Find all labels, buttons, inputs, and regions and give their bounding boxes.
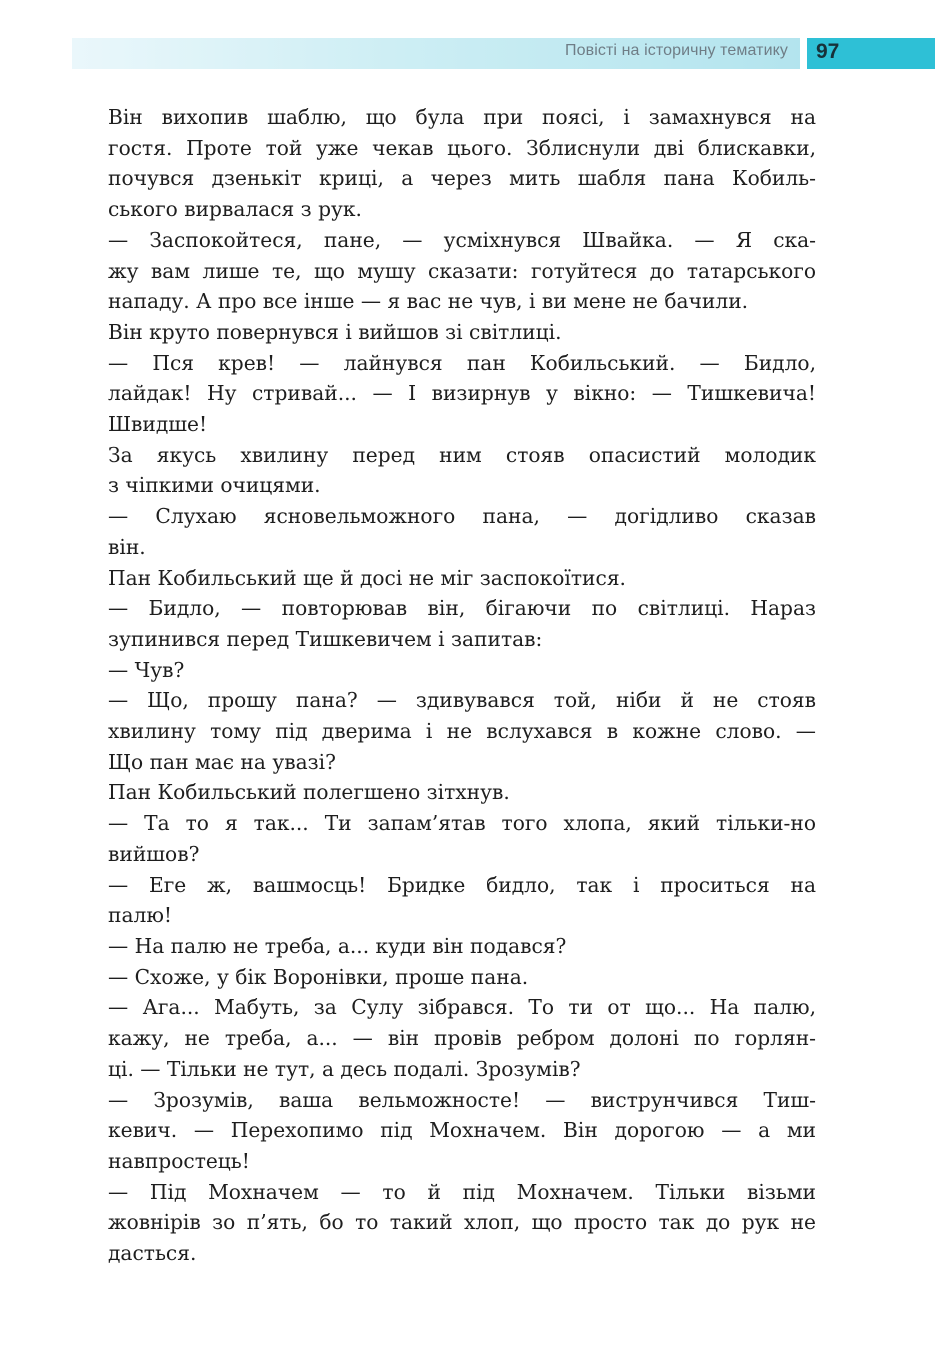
text-line: палю! [108,903,173,928]
text-line: — Заспокойтеся, пане, — усміхнувся Швайка. — Я ска- [108,227,816,252]
paragraph [68,962,816,993]
text-line: Пан Кобильський полегшено зітхнув. [108,780,510,805]
text-line: з чіпкими очицями. [108,473,321,498]
paragraph [68,777,816,808]
text-line: кажу, не треба, а... — він провів ребром долоні по горлян- [108,1026,816,1051]
story-text [68,102,816,1269]
text-line: зупинився перед Тишкевичем і запитав: [108,626,543,651]
text-line: — На палю не треба, а... куди він подався? [108,933,567,958]
paragraph [68,931,816,962]
text-line: — Бидло, — повторював він, бігаючи по світлиці. Нараз [108,596,816,621]
text-line: За якусь хвилину перед ним стояв опасистий молодик [108,442,816,467]
running-header-title: Повісті на історичну тематику [565,42,788,59]
text-line: хвилину тому під дверима і не вслухався в кожне слово. — [108,719,816,744]
paragraph [68,992,816,1084]
text-line: ці. — Тільки не тут, а десь подалі. Зрозумів? [108,1056,581,1081]
paragraph [68,440,816,501]
text-line: — Та то я так... Ти запам’ятав того хлопа, який тільки-но [108,811,816,836]
text-line: — Пся крев! — лайнувся пан Кобильський. — Бидло, [108,350,816,375]
paragraph [68,225,816,317]
paragraph [68,685,816,777]
paragraph [68,808,816,869]
paragraph [68,563,816,594]
text-line: Швидше! [108,412,208,437]
text-line: — Зрозумів, ваша вельможносте! — виструнчився Тиш- [108,1087,816,1112]
paragraph [68,655,816,686]
text-line: дасться. [108,1241,197,1266]
text-line: Пан Кобильський ще й досі не міг заспокоїтися. [108,565,626,590]
paragraph [68,501,816,562]
text-line: гостя. Проте той уже чекав цього. Зблиснули дві блискавки, [108,135,816,160]
text-line: — Еге ж, вашмосць! Бридке бидло, так і проситься на [108,872,816,897]
page-number-badge [807,38,935,69]
paragraph [68,102,816,225]
text-line: — Слухаю ясновельможного пана, — догідливо сказав [108,504,816,529]
text-line: навпростець! [108,1148,250,1173]
text-line: нападу. А про все інше — я вас не чув, і ви мене не бачили. [108,289,749,314]
text-line: Що пан має на увазі? [108,749,336,774]
text-line: почувся дзенькіт криці, а через мить шабля пана Кобиль- [108,166,816,191]
text-line: Він круто повернувся і вийшов зі світлиці. [108,319,562,344]
text-line: — Схоже, у бік Воронівки, проше пана. [108,964,529,989]
text-line: лайдак! Ну стривай... — І визирнув у вікно: — Тишкевича! [108,381,816,406]
text-line: Він вихопив шаблю, що була при поясі, і замахнувся на [108,105,816,129]
paragraph [68,593,816,654]
text-line: ського вирвалася з рук. [108,197,362,222]
paragraph [68,870,816,931]
running-header-band [72,38,800,69]
paragraph [68,348,816,440]
text-line: — Під Мохначем — то й під Мохначем. Тільки візьми [108,1179,816,1204]
text-line: він. [108,534,146,559]
text-line: — Що, прошу пана? — здивувався той, ніби й не стояв [108,688,816,713]
text-line: — Ага... Мабуть, за Сулу зібрався. То ти от що... На палю, [108,995,816,1020]
text-line: вийшов? [108,841,200,866]
page-number: 97 [816,40,840,63]
paragraph [68,1177,816,1269]
text-line: кевич. — Перехопимо під Мохначем. Він дорогою — а ми [108,1118,816,1143]
text-line: — Чув? [108,657,185,682]
paragraph [68,1085,816,1177]
text-line: жу вам лише те, що мушу сказати: готуйтеся до татарського [108,258,816,283]
paragraph [68,317,816,348]
text-line: жовнірів зо п’ять, бо то такий хлоп, що просто так до рук не [108,1210,816,1235]
